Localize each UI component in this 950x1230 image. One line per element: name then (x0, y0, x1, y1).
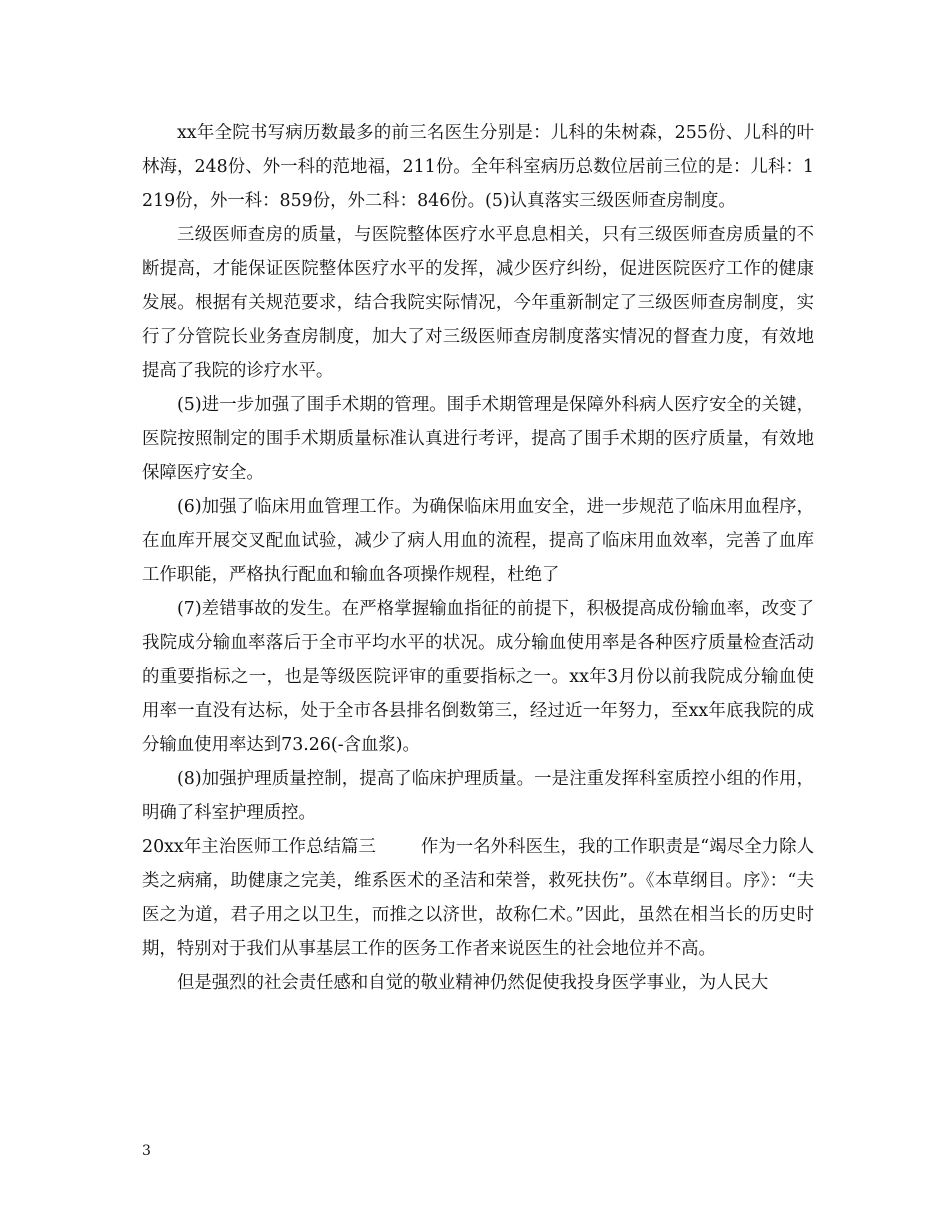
paragraph-ward-rounds: 三级医师查房的质量，与医院整体医疗水平息息相关，只有三级医师查房质量的不断提高，才能保证医院整体医疗水平的发挥，减少医疗纠纷，促进医院医疗工作的健康发展。根据有关规范要求，结合我院实际情况，今年重新制定了三级医师查房制度，实行了分管院长业务查房制度，加大了对三级医师查房制度落实情况的督查力度，有效地提高了我院的诊疗水平。 (142, 225, 814, 381)
section-heading: 20xx年主治医师工作总结篇三 (142, 837, 376, 857)
section-intro-text: 作为一名外科医生，我的工作职责是“竭尽全力除人类之病痛，助健康之完美，维系医术的圣洁和荣誉，救死扶伤”。《本草纲目。序》：“夫医之为道，君子用之以卫生，而推之以济世，故称仁术。”因此，虽然在相当长的历史时期，特别对于我们从事基层工作的医务工作者来说医生的社会地位并不高。 (142, 837, 814, 959)
paragraph-case-records: xx年全院书写病历数最多的前三名医生分别是：儿科的朱树森，255份、儿科的叶林海，248份、外一科的范地福，211份。全年科室病历总数位居前三位的是：儿科：1219份，外一科：859份，外二科：846份。(5)认真落实三级医师查房制度。 (142, 123, 814, 211)
paragraph-transfusion-rate: (7)差错事故的发生。在严格掌握输血指征的前提下，积极提高成份输血率，改变了我院成分输血率落后于全市平均水平的状况。成分输血使用率是各种医疗质量检查活动的重要指标之一，也是等级医院评审的重要指标之一。xx年3月份以前我院成分输血使用率一直没有达标，处于全市各县排名倒数第三，经过近一年努力，至xx年底我院的成分输血使用率达到73.26(-含血浆)。 (142, 599, 814, 755)
page-number: 3 (142, 1143, 151, 1159)
paragraph-blood-use: (6)加强了临床用血管理工作。为确保临床用血安全，进一步规范了临床用血程序，在血库开展交叉配血试验，减少了病人用血的流程，提高了临床用血效率，完善了血库工作职能，严格执行配血和输血各项操作规程，杜绝了 (142, 497, 814, 585)
paragraph-nursing-quality: (8)加强护理质量控制，提高了临床护理质量。一是注重发挥科室质控小组的作用，明确了科室护理质控。 (142, 769, 814, 823)
body-text (142, 116, 814, 1000)
paragraph-dedication: 但是强烈的社会责任感和自觉的敬业精神仍然促使我投身医学事业，为人民大 (177, 973, 769, 993)
paragraph-summary-part-three (142, 830, 814, 966)
heading-gap (376, 837, 421, 857)
paragraph-perioperative: (5)进一步加强了围手术期的管理。围手术期管理是保障外科病人医疗安全的关键，医院按照制定的围手术期质量标准认真进行考评，提高了围手术期的医疗质量，有效地保障医疗安全。 (142, 395, 814, 483)
